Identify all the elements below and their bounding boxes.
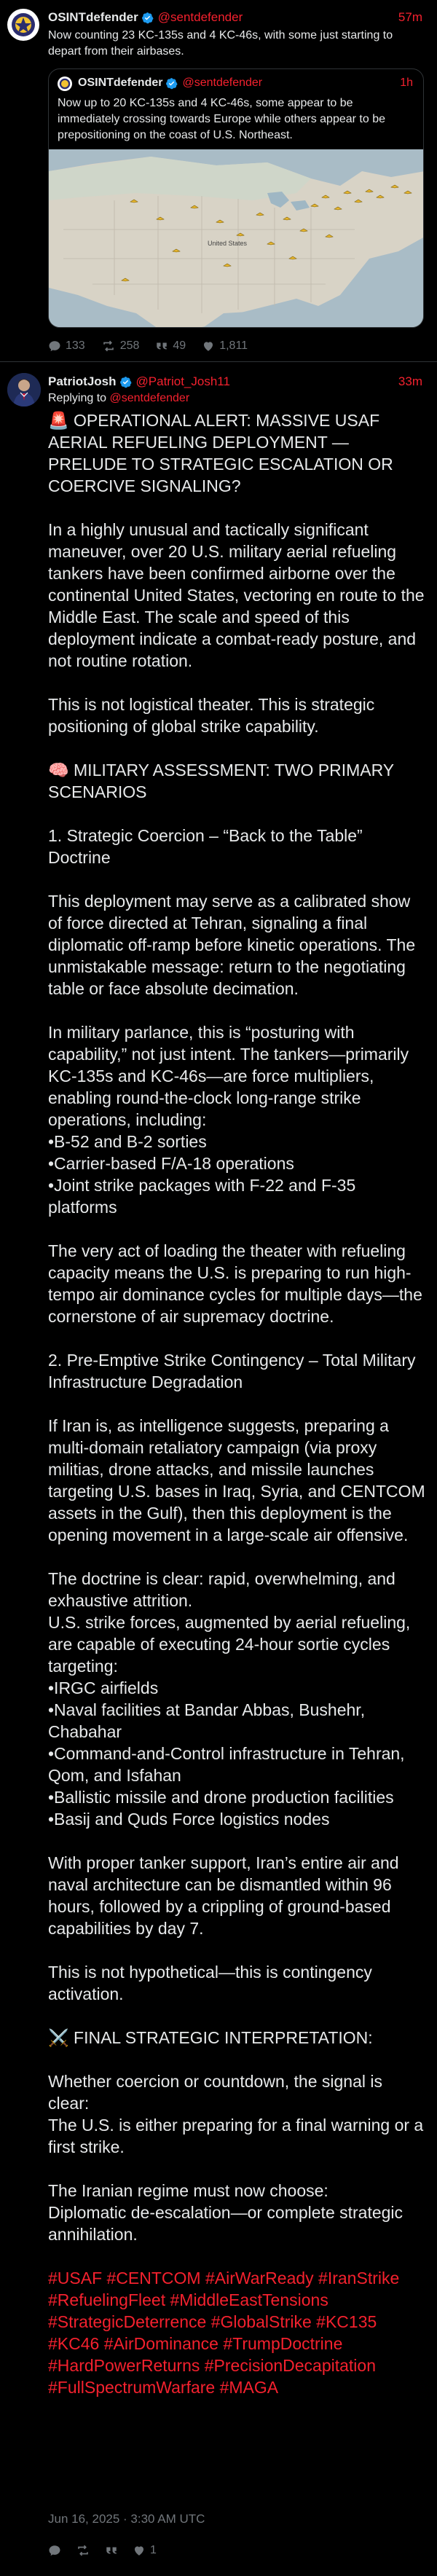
- quote-count: 49: [173, 339, 186, 352]
- patriotjosh-avatar[interactable]: [7, 373, 41, 407]
- quote-button[interactable]: [155, 339, 186, 353]
- like-count: 1: [150, 2544, 157, 2556]
- paragraph: This is not logistical theater. This is strategic positioning of global strike capability.: [48, 695, 375, 736]
- retweet-count: 258: [119, 339, 140, 352]
- like-button[interactable]: [202, 339, 248, 353]
- paragraph: In a highly unusual and tactically significant maneuver, over 20 U.S. military aerial refueling tankers have been confirmed airborne over the continental United States, vectoring en route to the Middle East. The scale and speed of this deployment indicate a combat-ready posture, and not routine rotation.: [48, 520, 425, 670]
- paragraph: 2. Pre-Emptive Strike Contingency – Total Military Infrastructure Degradation: [48, 1351, 416, 1391]
- quote-time: 1h: [400, 76, 413, 89]
- paragraph: This deployment may serve as a calibrated show of force directed at Tehran, signaling a final diplomatic off-ramp before kinetic operations. The unmistakable message: return to the negotiating table or face absolute decimation.: [48, 892, 416, 998]
- quote-handle: @sentdefender: [182, 76, 263, 89]
- quote-button[interactable]: [105, 2544, 122, 2557]
- tweet2-date[interactable]: Jun 16, 2025 · 3:30 AM UTC: [48, 2512, 205, 2526]
- tweet2-actions: [48, 2544, 173, 2557]
- retweet-icon: [101, 339, 116, 353]
- tweet2-display-name[interactable]: PatriotJosh: [48, 374, 117, 388]
- heart-icon: [133, 2544, 146, 2557]
- quote-icon: [105, 2544, 118, 2557]
- tweet2-time[interactable]: 33m: [398, 374, 422, 388]
- tweet1-handle[interactable]: @sentdefender: [157, 10, 243, 24]
- paragraph: With proper tanker support, Iran’s entire air and naval architecture can be dismantled within 96 hours, followed by a crippling of ground-based capabilities by day 7.: [48, 1853, 399, 1938]
- like-count: 1,811: [219, 339, 248, 352]
- reply-count: 133: [66, 339, 85, 352]
- reply-icon: [48, 2544, 61, 2557]
- paragraph: 🧠 MILITARY ASSESSMENT: TWO PRIMARY SCENARIOS: [48, 761, 394, 801]
- replying-prefix: Replying to: [48, 392, 107, 404]
- heart-icon: [202, 339, 215, 353]
- paragraph: The very act of loading the theater with refueling capacity means the U.S. is preparing to run high-tempo air dominance cycles for multiple days—the cornerstone of air supremacy doctrine.: [48, 1241, 422, 1326]
- hashtag-links[interactable]: #USAF #CENTCOM #AirWarReady #IranStrike #RefuelingFleet #MiddleEastTensions #StrategicDeterrence #GlobalStrike #KC135 #KC46 #AirDominance #TrumpDoctrine #HardPowerReturns #PrecisionDecapitation #FullSpectrumWarfare #MAGA: [48, 2269, 400, 2397]
- reply-button[interactable]: [48, 2544, 66, 2557]
- tweet2-handle[interactable]: @Patriot_Josh11: [135, 374, 230, 388]
- quote-header: [78, 76, 262, 90]
- verified-badge-icon: [141, 12, 154, 24]
- quote-avatar: [58, 76, 72, 91]
- tweet2-text: [48, 409, 427, 2398]
- verified-badge-icon: [165, 77, 178, 90]
- paragraph: Whether coercion or countdown, the signal is clear: The U.S. is either preparing for a final warning or a first strike.: [48, 2072, 424, 2156]
- tweet1-time[interactable]: 57m: [398, 10, 422, 24]
- paragraph: The doctrine is clear: rapid, overwhelming, and exhaustive attrition. U.S. strike forces, augmented by aerial refueling, are capable of executing 24-hour sortie cycles targeting: •IRGC airfields •Naval facilities at Bandar Abbas, Bushehr, Chabahar •Command-and-Control infrastructure in Tehran, Qom, and Isfahan •Ballistic missile and drone production facilities •Basij and Quds Force logistics nodes: [48, 1569, 411, 1829]
- paragraph: If Iran is, as intelligence suggests, preparing a multi-domain retaliatory campaign (via proxy militias, drone attacks, and missile launches targeting U.S. bases in Iraq, Syria, and CENTCOM assets in the Gulf), then this deployment is the opening movement in a large-scale air offensive.: [48, 1416, 425, 1544]
- osint-logo-icon: [58, 76, 72, 91]
- tweet-divider: [0, 361, 437, 362]
- profile-photo-icon: [7, 373, 41, 407]
- retweet-icon: [76, 2544, 90, 2557]
- quote-display-name: OSINTdefender: [78, 76, 163, 89]
- quote-icon: [155, 339, 168, 353]
- osint-logo-icon: [7, 9, 39, 41]
- replying-handle-link[interactable]: @sentdefender: [109, 392, 190, 404]
- retweet-button[interactable]: [76, 2544, 95, 2557]
- paragraph: The Iranian regime must now choose: Diplomatic de-escalation—or complete strategic annihilation.: [48, 2181, 403, 2244]
- tweet1-actions: [48, 339, 264, 353]
- us-map-image: [49, 149, 424, 328]
- replying-to-line: [48, 392, 189, 405]
- like-button[interactable]: [133, 2544, 157, 2557]
- tweet-osintdefender: [0, 0, 437, 361]
- quoted-tweet[interactable]: [48, 68, 424, 328]
- osintdefender-avatar[interactable]: [7, 9, 39, 41]
- paragraph: In military parlance, this is “posturing with capability,” not just intent. The tankers—primarily KC-135s and KC-46s—are force multipliers, enabling round-the-clock long-range strike operations, including: •B-52 and B-2 sorties •Carrier-based F/A-18 operations •Joint strike packages with F-22 and F-35 platforms: [48, 1023, 409, 1217]
- tweet1-text: Now counting 23 KC-135s and 4 KC-46s, with some just starting to depart from their airbases.: [48, 29, 393, 58]
- map-label: United States: [208, 240, 248, 247]
- tweet1-header: [48, 10, 243, 25]
- flight-tracker-map[interactable]: [49, 149, 424, 328]
- paragraph: 🚨 OPERATIONAL ALERT: MASSIVE USAF AERIAL REFUELING DEPLOYMENT — PRELUDE TO STRATEGIC ESCALATION OR COERCIVE SIGNALING?: [48, 411, 393, 495]
- tweet1-display-name[interactable]: OSINTdefender: [48, 10, 138, 24]
- reply-button[interactable]: [48, 339, 85, 353]
- retweet-button[interactable]: [101, 339, 140, 353]
- paragraph: This is not hypothetical—this is contingency activation.: [48, 1963, 372, 2003]
- verified-badge-icon: [119, 376, 132, 388]
- quote-text: Now up to 20 KC-135s and 4 KC-46s, some appear to be immediately crossing towards Europe while others appear to be prepositioning on the coast of U.S. Northeast.: [58, 97, 386, 141]
- reply-icon: [48, 339, 61, 353]
- paragraph: 1. Strategic Coercion – “Back to the Table” Doctrine: [48, 826, 363, 867]
- paragraph: ⚔️ FINAL STRATEGIC INTERPRETATION:: [48, 2028, 373, 2047]
- tweet2-header: [48, 374, 230, 389]
